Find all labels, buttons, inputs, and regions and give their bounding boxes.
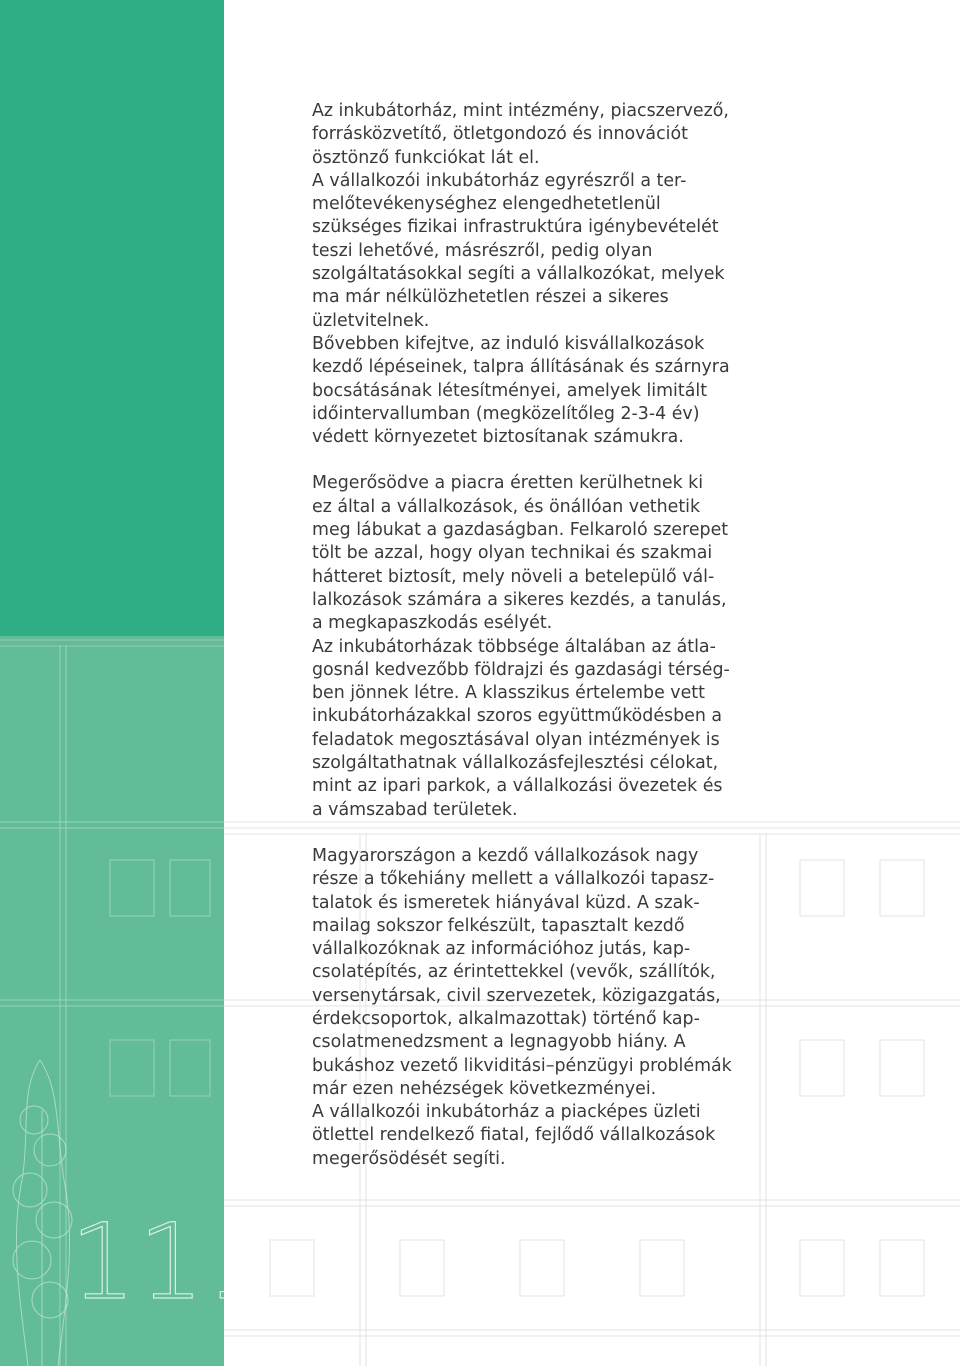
page-number: 11. <box>70 1201 242 1323</box>
paragraph-hungary: Magyarországon a kezdő vállalkozások nagy része a tőkehiány mellett a vállalkozói tapasz- talatok és ismeretek hiányával küzd. A szak- mailag sokszor felkészült, tapasztalt kezdő vállalkozóknak az információhoz jutás, kap- csolatépítés, az érintettekkel (vevők, szállítók, versenytársak, civil szervezetek, közigazgatás, érdekcsoportok, alkalmazottak) történő kap- csolatmenedzsment a legnagyobb hiány. A bukáshoz vezető likviditási–pénzügyi problémák már ezen nehézségek következményei. <box>312 845 732 1099</box>
paragraph-detail: Bővebben kifejtve, az induló kisvállalkozások kezdő lépéseinek, talpra állításának és szárnyra bocsátásának létesítményei, amelyek limitált időintervallumban (megközelítőleg 2-3-4 év) védett környezetet biztosítanak számukra. <box>312 333 730 448</box>
paragraph-conclusion: A vállalkozói inkubátorház a piacképes üzleti ötlettel rendelkező fiatal, fejlődő vállalkozások megerősödését segíti. <box>312 1102 716 1169</box>
paragraph-gap <box>312 822 792 845</box>
paragraph-strengthened: Megerősödve a piacra éretten kerülhetnek ki ez által a vállalkozások, és önállóan vethetik meg lábukat a gazdaságban. Felkaroló szerepet tölt be azzal, hogy olyan technikai és szakmai hátteret biztosít, mely növeli a betelepülő vál- lalkozások számára a sikeres kezdés, a tanulás, a megkapaszkodás esélyét. <box>312 473 729 634</box>
paragraph-infrastructure: A vállalkozói inkubátorház egyrészről a ter- melőtevékenységhez elengedhetetlenül szükséges fizikai infrastruktúra igénybevételét teszi lehetővé, másrészről, pedig olyan szolgáltatásokkal segíti a vállalkozókat, melyek ma már nélkülözhetetlen részei a sikeres üzletvitelnek. <box>312 170 725 331</box>
paragraph-regions: Az inkubátorházak többsége általában az átla- gosnál kedvezőbb földrajzi és gazdasági térség- ben jönnek létre. A klasszikus értelembe vett inkubátorházakkal szoros együttműködésben a feladatok megosztásával olyan intézmények is szolgáltathatnak vállalkozásfejlesztési célokat, mint az ipari parkok, a vállalkozási övezetek és a vámszabad területek. <box>312 636 730 820</box>
paragraph-intro: Az inkubátorház, mint intézmény, piacszervező, forrásközvetítő, ötletgondozó és innovációt ösztönző funkciókat lát el. <box>312 101 729 168</box>
body-text-column <box>312 100 792 1171</box>
paragraph-gap <box>312 449 792 472</box>
tree-drawing <box>13 1060 72 1366</box>
